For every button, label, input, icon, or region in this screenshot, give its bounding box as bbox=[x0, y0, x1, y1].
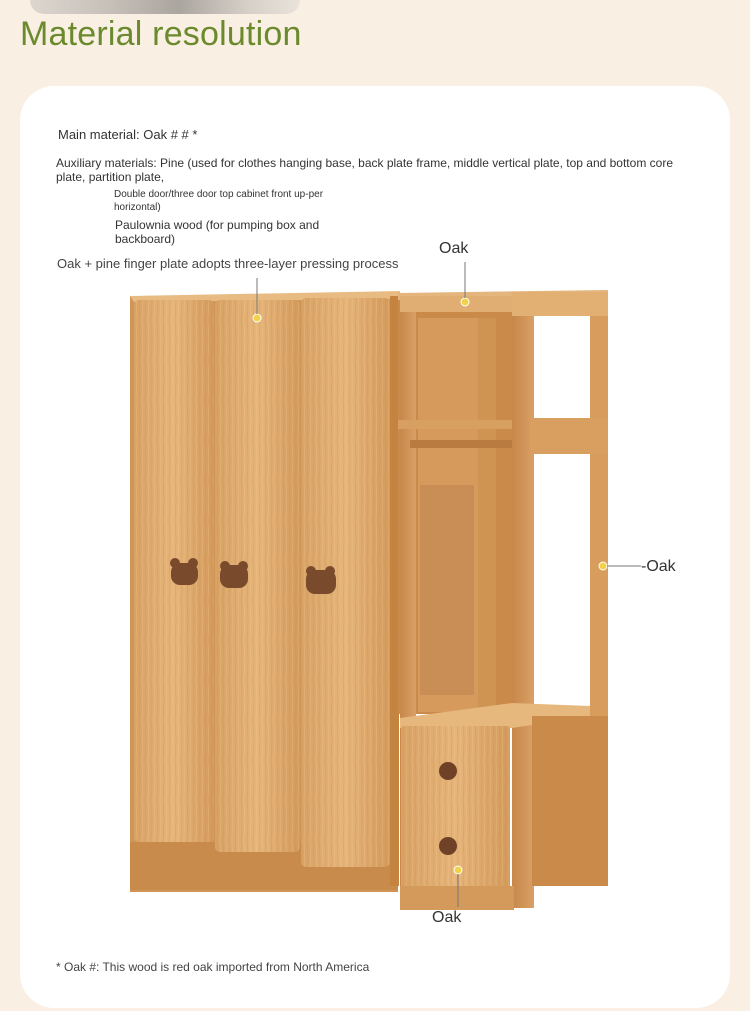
page-title: Material resolution bbox=[20, 15, 302, 53]
bear-handle-icon bbox=[306, 566, 336, 594]
auxiliary-materials-text: Auxiliary materials: Pine (used for clothes hanging base, back plate frame, middle vertical plate, top and bottom core plate, partition plate, bbox=[56, 156, 673, 184]
bear-handle-icon bbox=[220, 561, 248, 588]
wardrobe-cabinet bbox=[130, 291, 400, 892]
callout-oak-top: Oak bbox=[439, 240, 469, 257]
drawer-knob-icon bbox=[439, 762, 457, 780]
double-door-text: Double door/three door top cabinet front up-per horizontal) bbox=[114, 189, 324, 213]
main-material-text: Main material: Oak # # * bbox=[58, 127, 198, 142]
paulownia-text: Paulownia wood (for pumping box and backboard) bbox=[115, 218, 320, 246]
hanging-shelf-unit bbox=[398, 290, 608, 910]
drawer-knob-icon bbox=[439, 837, 457, 855]
footnote-text: * Oak #: This wood is red oak imported from North America bbox=[56, 960, 370, 974]
callout-oak-side: -Oak bbox=[641, 558, 676, 575]
finger-plate-text: Oak + pine finger plate adopts three-layer pressing process bbox=[57, 256, 399, 271]
callout-oak-bottom: Oak bbox=[432, 909, 462, 926]
